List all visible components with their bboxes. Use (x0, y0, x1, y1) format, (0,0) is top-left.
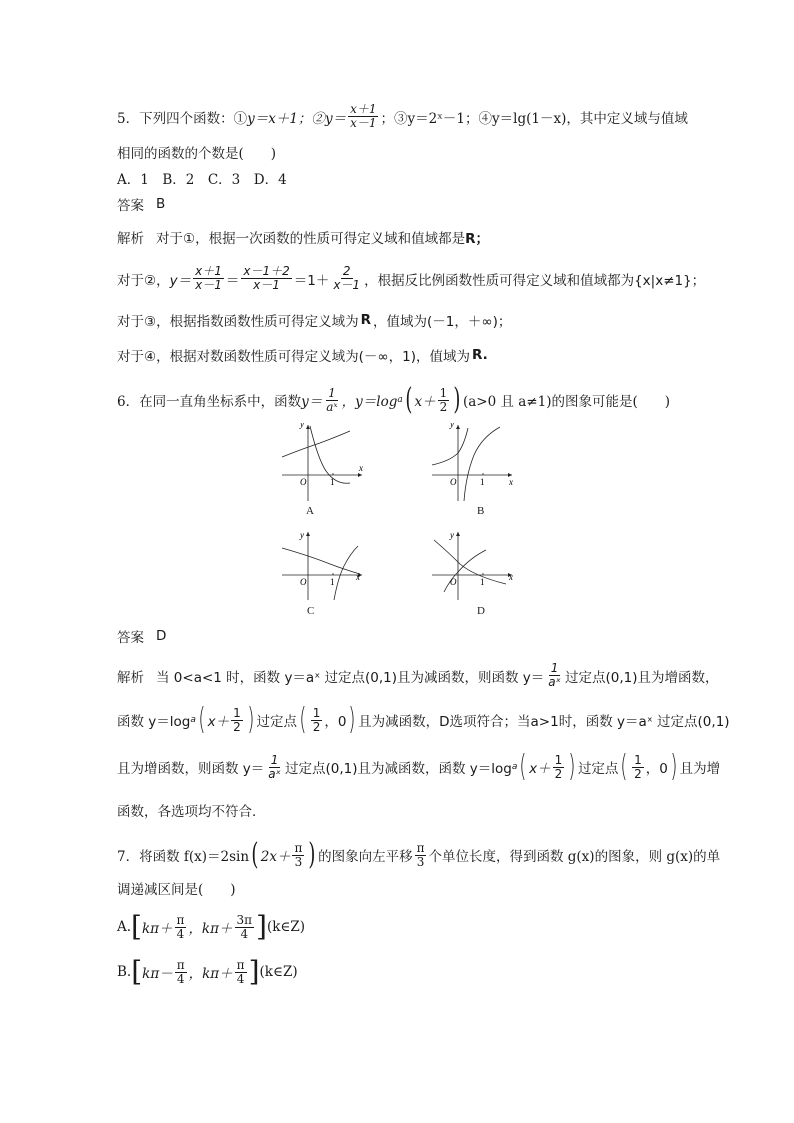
q6-analysis-4: 函数，各选项均不符合． (117, 804, 266, 820)
graph-b-label: B (477, 505, 485, 517)
svg-text:y: y (450, 530, 454, 540)
q5-func2-y: y＝ (324, 110, 347, 127)
graph-d-label: D (477, 605, 485, 617)
graph-a-y-label: y (300, 423, 304, 429)
q5-answer: 答案 B (117, 196, 166, 214)
graph-d (430, 530, 518, 602)
graph-a (280, 423, 368, 503)
q5-analysis-4: 对于④，根据对数函数性质可得定义域为(－∞，1)，值域为 R. (117, 347, 488, 365)
svg-text:x: x (509, 477, 513, 487)
graph-b-curve-1 (432, 428, 468, 465)
svg-text:O: O (450, 477, 457, 487)
q7-stem-line2: 调递减区间是( ) (117, 882, 236, 898)
svg-text:1: 1 (480, 577, 485, 587)
svg-text:1: 1 (480, 477, 485, 487)
graph-a-origin: O (300, 477, 307, 487)
q6-stem: 6．在同一直角坐标系中，函数 y＝ $\frac{1}{\text{aˣ}}$ ，y＝log a ( x＋ $\frac{1}{2}$ ) (a>0 且 a≠1)的图象可能是( ) (117, 382, 671, 417)
q5-func3-4: ；③y＝2ˣ－1；④y＝lg(1－x)，其中定义域与值域 (380, 110, 688, 127)
graph-c-label: C (307, 605, 315, 617)
q6-analysis-1: 解析 当 0<a<1 时，函数 y＝aˣ 过定点(0,1)且为减函数，则函数 y＝ $\frac{1}{\text{aˣ}}$ 过定点(0,1)且为增函数， (117, 661, 719, 689)
q5-analysis-3: 对于③，根据指数函数性质可得定义域为 R ，值域为(－1，＋∞)； (117, 312, 512, 330)
graph-c-curve-1 (282, 548, 360, 574)
q5-func2-fraction: $\frac{x+1}{x-1}$ (350, 102, 377, 130)
svg-text:x: x (356, 572, 360, 582)
graph-a-curve-1 (282, 431, 350, 457)
graph-a-x-label: x (359, 463, 363, 473)
graph-d-curve-1 (434, 540, 506, 584)
graph-b (430, 423, 518, 503)
graph-a-tick: 1 (330, 477, 335, 487)
q5-options: A．1 B．2 C．3 D．4 (117, 172, 287, 188)
q7-stem-line1: 7．将函数 f(x)＝2sin ( 2x＋ $\frac{\pi}{3}$ ) 的图象向左平移 $\frac{\pi}{3}$ 个单位长度，得到函数 g(x)的图象，则 g(x)的单 (117, 837, 721, 872)
svg-text:x: x (509, 572, 513, 582)
q5-stem-line1 (117, 103, 688, 130)
graph-a-label: A (306, 505, 314, 517)
q7-option-b[interactable]: B. [ kπ－ $\frac{\pi}{4}$ ，kπ＋ $\frac{\pi}{4}$ ] (k∈Z) (117, 955, 298, 988)
q5-func1: y＝x＋1；② (247, 110, 325, 127)
q6-analysis-3: 且为增函数，则函数 y＝ $\frac{1}{\text{aˣ}}$ 过定点(0,1)且为减函数，函数 y＝log a ( x＋ $\frac{1}{2}$ ) 过定点 ( $\frac{1}{2}$ ，0 ) 且为增 (117, 749, 721, 784)
graph-b-curve-2 (464, 427, 500, 501)
q6-answer: 答案 D (117, 628, 167, 646)
graph-c (280, 530, 368, 602)
q5-analysis-2: 对于②， y＝ $\frac{x+1}{x-1}$ ＝ $\frac{x-1+2}{x-1}$ ＝1＋ $\frac{2}{x-1}$ ，根据反比例函数性质可得定义域和值域都为{x|x≠1}； (117, 264, 706, 292)
q5-stem-line2: 相同的函数的个数是( ) (117, 146, 277, 162)
graph-c-curve-2 (334, 546, 358, 600)
q5-analysis-1: 解析 对于①，根据一次函数的性质可得定义域和值域都是 R； (117, 231, 490, 247)
q6-analysis-2: 函数 y＝log a ( x＋ $\frac{1}{2}$ ) 过定点 ( $\frac{1}{2}$ ，0 ) 且为减函数，D选项符合；当a>1时，函数 y＝aˣ 过定点(0,1) (117, 702, 730, 737)
svg-text:O: O (450, 577, 457, 587)
svg-text:O: O (300, 577, 307, 587)
svg-text:y: y (450, 423, 454, 429)
svg-text:y: y (300, 530, 304, 540)
q7-option-a[interactable]: A. [ kπ＋ $\frac{\pi}{4}$ ，kπ＋ $\frac{3\pi}{4}$ ] (k∈Z) (117, 910, 306, 943)
svg-text:1: 1 (330, 577, 335, 587)
q5-text: 5．下列四个函数：① (117, 110, 248, 127)
